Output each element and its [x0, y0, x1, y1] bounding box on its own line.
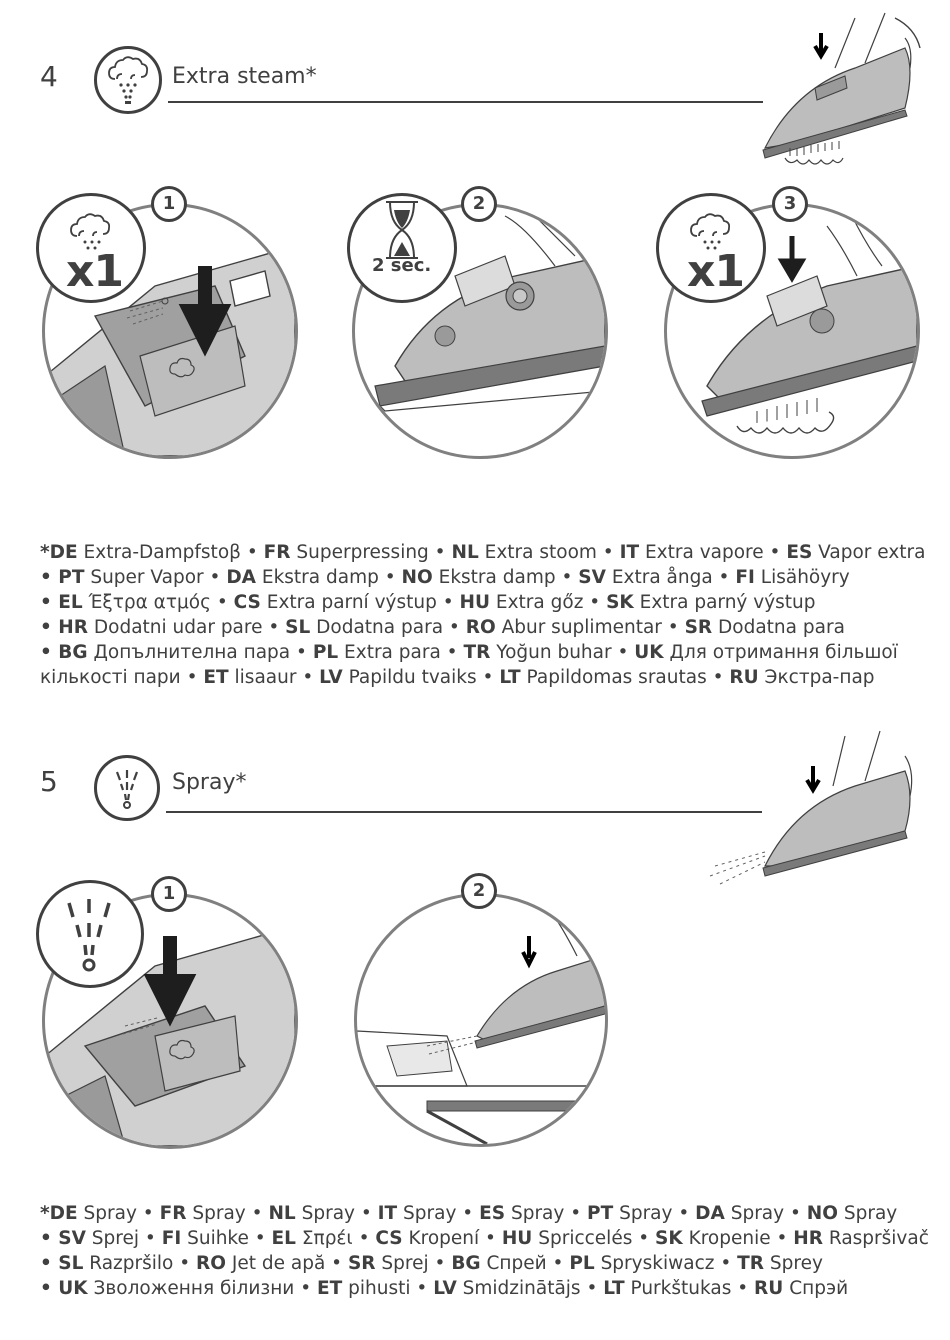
language-code: RO — [465, 617, 496, 638]
language-code: CS — [375, 1228, 403, 1249]
step-4-1-count: x1 — [66, 246, 123, 297]
language-code: SK — [655, 1228, 683, 1249]
language-code: FR — [159, 1203, 187, 1224]
step-5-1-badge-circle — [36, 880, 144, 988]
translation-text: Razpršilo • — [83, 1253, 197, 1274]
step-4-2-badge-circle — [347, 193, 457, 303]
step-4-1-badge: 1 — [151, 186, 187, 222]
language-code: SR — [347, 1253, 376, 1274]
translation-text: Έξτρα ατμός • — [82, 592, 234, 613]
translation-text: Spray • — [295, 1203, 378, 1224]
language-code: • BG — [40, 642, 88, 663]
section-5-translation-line — [40, 1226, 929, 1251]
translation-text: Kropení • — [402, 1228, 502, 1249]
translation-text: Abur suplimentar • — [495, 617, 685, 638]
translation-text: Для отримання більшої — [663, 642, 898, 663]
section-4-translation-line — [40, 540, 926, 565]
language-code: DA — [695, 1203, 725, 1224]
language-code: NL — [451, 542, 479, 563]
iron-spray-illustration — [705, 726, 925, 886]
translation-text: Extra vapore • — [639, 542, 787, 563]
section-4-rule — [168, 101, 763, 103]
language-code: *DE — [40, 1203, 78, 1224]
section-5-translation-line — [40, 1251, 920, 1276]
translation-text: Suihke • — [181, 1228, 272, 1249]
translation-text: Extra gőz • — [490, 592, 607, 613]
translation-text: Kropenie • — [682, 1228, 794, 1249]
section-4-translations — [40, 540, 926, 690]
step-5-2-badge: 2 — [461, 873, 497, 909]
translation-text: Spray • — [613, 1203, 696, 1224]
translation-text: Vapor extra — [812, 542, 926, 563]
translation-text: Extra para • — [338, 642, 464, 663]
language-code: UK — [634, 642, 664, 663]
translation-text: Экстра-пар — [758, 667, 875, 688]
language-code: • UK — [40, 1278, 88, 1299]
spray-large-icon — [39, 883, 141, 985]
language-code: ET — [317, 1278, 343, 1299]
translation-text: Papildu tvaiks • — [342, 667, 500, 688]
translation-text: Spray • — [505, 1203, 588, 1224]
step-5-1-badge: 1 — [151, 876, 187, 912]
section-5-translations — [40, 1201, 929, 1301]
language-code: • EL — [40, 592, 83, 613]
translation-text: Superpressing • — [290, 542, 452, 563]
translation-text: Dodatni udar pare • — [88, 617, 286, 638]
language-code: HU — [501, 1228, 533, 1249]
language-code: IT — [377, 1203, 398, 1224]
language-code: SK — [606, 592, 634, 613]
section-4-translation-line — [40, 665, 920, 690]
translation-text: Spray • — [186, 1203, 269, 1224]
translation-text: Спрэй — [783, 1278, 849, 1299]
translation-text: Extra-Dampfstoβ • — [77, 542, 264, 563]
language-code: DA — [226, 567, 256, 588]
language-code: HU — [459, 592, 491, 613]
translation-text: Зволоження білизни • — [87, 1278, 318, 1299]
language-code: *DE — [40, 542, 78, 563]
step-5-2-panel — [354, 893, 608, 1147]
translation-text: Smidzinātājs • — [456, 1278, 604, 1299]
section-5-title: Spray* — [172, 770, 247, 795]
translation-text: кількості пари • — [40, 667, 204, 688]
translation-text: Spray • — [397, 1203, 480, 1224]
translation-text: Spray • — [77, 1203, 160, 1224]
translation-text: Sprey — [764, 1253, 823, 1274]
language-code: • HR — [40, 617, 88, 638]
translation-text: Jet de apă • — [226, 1253, 348, 1274]
translation-text: Ekstra damp • — [256, 567, 402, 588]
language-code: PT — [587, 1203, 614, 1224]
iron-extra-steam-illustration — [755, 8, 925, 178]
translation-text: Spray — [837, 1203, 898, 1224]
translation-text: Допълнителна пара • — [87, 642, 313, 663]
language-code: PL — [569, 1253, 595, 1274]
language-code: ES — [786, 542, 813, 563]
translation-text: Spriccelés • — [532, 1228, 656, 1249]
translation-text: Purkštukas • — [624, 1278, 755, 1299]
section-4-translation-line — [40, 565, 920, 590]
translation-text: Sprej • — [375, 1253, 452, 1274]
translation-text: Super Vapor • — [84, 567, 227, 588]
language-code: LT — [499, 667, 521, 688]
section-5-translation-line — [40, 1201, 920, 1226]
section-5-rule — [166, 811, 762, 813]
section-5-translation-line — [40, 1276, 920, 1301]
language-code: HR — [793, 1228, 823, 1249]
step-4-3-count: x1 — [687, 246, 744, 297]
language-code: SR — [684, 617, 713, 638]
language-code: • PT — [40, 567, 85, 588]
language-code: BG — [451, 1253, 481, 1274]
language-code: LT — [603, 1278, 625, 1299]
language-code: NO — [401, 567, 433, 588]
translation-text: Papildomas srautas • — [520, 667, 730, 688]
translation-text: Raspršivač — [823, 1228, 929, 1249]
language-code: TR — [463, 642, 491, 663]
translation-text: Dodatna para — [712, 617, 845, 638]
translation-text: Спрей • — [480, 1253, 570, 1274]
translation-text: Extra stoom • — [478, 542, 620, 563]
language-code: • SV — [40, 1228, 86, 1249]
section-4-title: Extra steam* — [172, 64, 317, 89]
language-code: ET — [203, 667, 229, 688]
language-code: LV — [433, 1278, 457, 1299]
language-code: RU — [754, 1278, 784, 1299]
translation-text: Ekstra damp • — [432, 567, 579, 588]
translation-text: Spryskiwacz • — [594, 1253, 738, 1274]
step-4-3-badge: 3 — [772, 186, 808, 222]
language-code: EL — [271, 1228, 296, 1249]
language-code: FR — [263, 542, 291, 563]
language-code: • SL — [40, 1253, 84, 1274]
language-code: LV — [319, 667, 343, 688]
language-code: SL — [285, 617, 311, 638]
spray-icon — [94, 755, 160, 821]
language-code: FI — [735, 567, 755, 588]
language-code: NL — [268, 1203, 296, 1224]
language-code: SV — [578, 567, 606, 588]
translation-text: Extra parní výstup • — [260, 592, 460, 613]
translation-text: lisaaur • — [228, 667, 320, 688]
language-code: ES — [479, 1203, 506, 1224]
step-4-2-badge: 2 — [461, 186, 497, 222]
language-code: RU — [729, 667, 759, 688]
translation-text: pihusti • — [342, 1278, 434, 1299]
translation-text: Sprej • — [85, 1228, 162, 1249]
translation-text: Dodatna para • — [310, 617, 466, 638]
language-code: TR — [737, 1253, 764, 1274]
translation-text: Lisähöyry — [754, 567, 850, 588]
translation-text: Extra ånga • — [605, 567, 736, 588]
language-code: IT — [619, 542, 640, 563]
section-4-translation-line — [40, 640, 920, 665]
extra-steam-icon — [94, 46, 162, 114]
language-code: PL — [312, 642, 339, 663]
translation-text: Extra parný výstup — [633, 592, 816, 613]
translation-text: Σπρέι • — [295, 1228, 376, 1249]
translation-text: Yoğun buhar • — [490, 642, 635, 663]
section-5-number: 5 — [40, 765, 58, 798]
language-code: RO — [196, 1253, 227, 1274]
step-4-2-duration: 2 sec. — [372, 255, 432, 276]
section-4-translation-line — [40, 615, 920, 640]
section-4-translation-line — [40, 590, 920, 615]
section-4-number: 4 — [40, 60, 58, 93]
language-code: FI — [161, 1228, 182, 1249]
language-code: CS — [233, 592, 261, 613]
translation-text: Spray • — [724, 1203, 807, 1224]
language-code: NO — [806, 1203, 838, 1224]
